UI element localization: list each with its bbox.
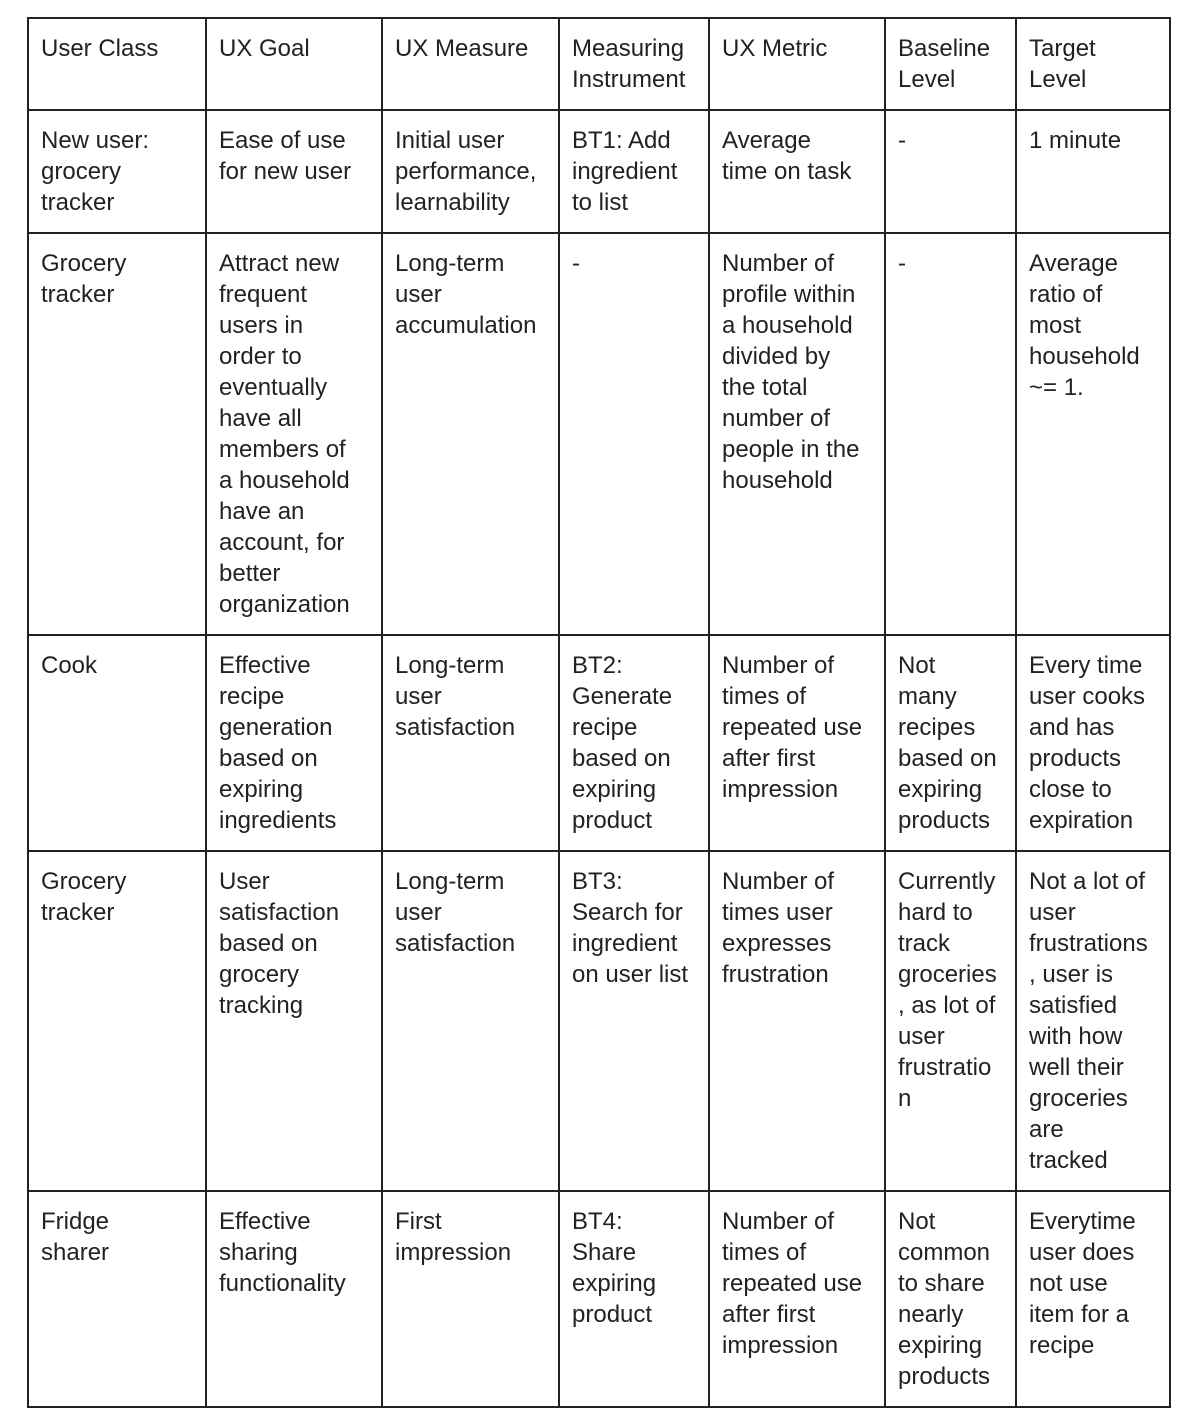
header-user-class: User Class	[28, 18, 206, 110]
header-ux-metric: UX Metric	[709, 18, 885, 110]
cell-baseline-level: Not many recipes based on expiring products	[885, 635, 1016, 851]
cell-ux-metric: Number of times of repeated use after first impression	[709, 635, 885, 851]
cell-ux-metric: Average time on task	[709, 110, 885, 233]
cell-user-class: Cook	[28, 635, 206, 851]
cell-baseline-level: -	[885, 110, 1016, 233]
cell-target-level: Not a lot of user frustrations , user is satisfied with how well their groceries are tracked	[1016, 851, 1170, 1191]
cell-baseline-level: Currently hard to track groceries , as lot of user frustratio n	[885, 851, 1016, 1191]
cell-ux-goal: User satisfaction based on grocery tracking	[206, 851, 382, 1191]
cell-measuring-instrument: BT1: Add ingredient to list	[559, 110, 709, 233]
cell-measuring-instrument: BT3: Search for ingredient on user list	[559, 851, 709, 1191]
header-measuring-instrument: Measuring Instrument	[559, 18, 709, 110]
cell-user-class: New user: grocery tracker	[28, 110, 206, 233]
cell-ux-metric: Number of times of repeated use after first impression	[709, 1191, 885, 1407]
header-ux-goal: UX Goal	[206, 18, 382, 110]
ux-metrics-table	[27, 17, 1171, 1408]
cell-target-level: 1 minute	[1016, 110, 1170, 233]
header-ux-measure: UX Measure	[382, 18, 559, 110]
cell-ux-measure: Long-term user satisfaction	[382, 635, 559, 851]
table-row	[28, 233, 1170, 635]
table-row	[28, 851, 1170, 1191]
cell-user-class: Grocery tracker	[28, 851, 206, 1191]
cell-ux-goal: Effective sharing functionality	[206, 1191, 382, 1407]
cell-ux-measure: Initial user performance, learnability	[382, 110, 559, 233]
cell-measuring-instrument: BT2: Generate recipe based on expiring product	[559, 635, 709, 851]
table-row	[28, 1191, 1170, 1407]
cell-ux-measure: Long-term user accumulation	[382, 233, 559, 635]
cell-user-class: Grocery tracker	[28, 233, 206, 635]
cell-measuring-instrument: BT4: Share expiring product	[559, 1191, 709, 1407]
cell-ux-metric: Number of profile within a household divided by the total number of people in the household	[709, 233, 885, 635]
cell-ux-measure: First impression	[382, 1191, 559, 1407]
cell-ux-metric: Number of times user expresses frustration	[709, 851, 885, 1191]
header-baseline-level: Baseline Level	[885, 18, 1016, 110]
cell-baseline-level: Not common to share nearly expiring products	[885, 1191, 1016, 1407]
cell-target-level: Everytime user does not use item for a recipe	[1016, 1191, 1170, 1407]
cell-target-level: Average ratio of most household ~= 1.	[1016, 233, 1170, 635]
cell-ux-goal: Attract new frequent users in order to eventually have all members of a household have an account, for better organization	[206, 233, 382, 635]
cell-ux-measure: Long-term user satisfaction	[382, 851, 559, 1191]
table-row	[28, 635, 1170, 851]
cell-user-class: Fridge sharer	[28, 1191, 206, 1407]
header-row	[28, 18, 1170, 110]
cell-ux-goal: Effective recipe generation based on expiring ingredients	[206, 635, 382, 851]
cell-target-level: Every time user cooks and has products close to expiration	[1016, 635, 1170, 851]
cell-ux-goal: Ease of use for new user	[206, 110, 382, 233]
cell-measuring-instrument: -	[559, 233, 709, 635]
header-target-level: Target Level	[1016, 18, 1170, 110]
cell-baseline-level: -	[885, 233, 1016, 635]
table-row	[28, 110, 1170, 233]
